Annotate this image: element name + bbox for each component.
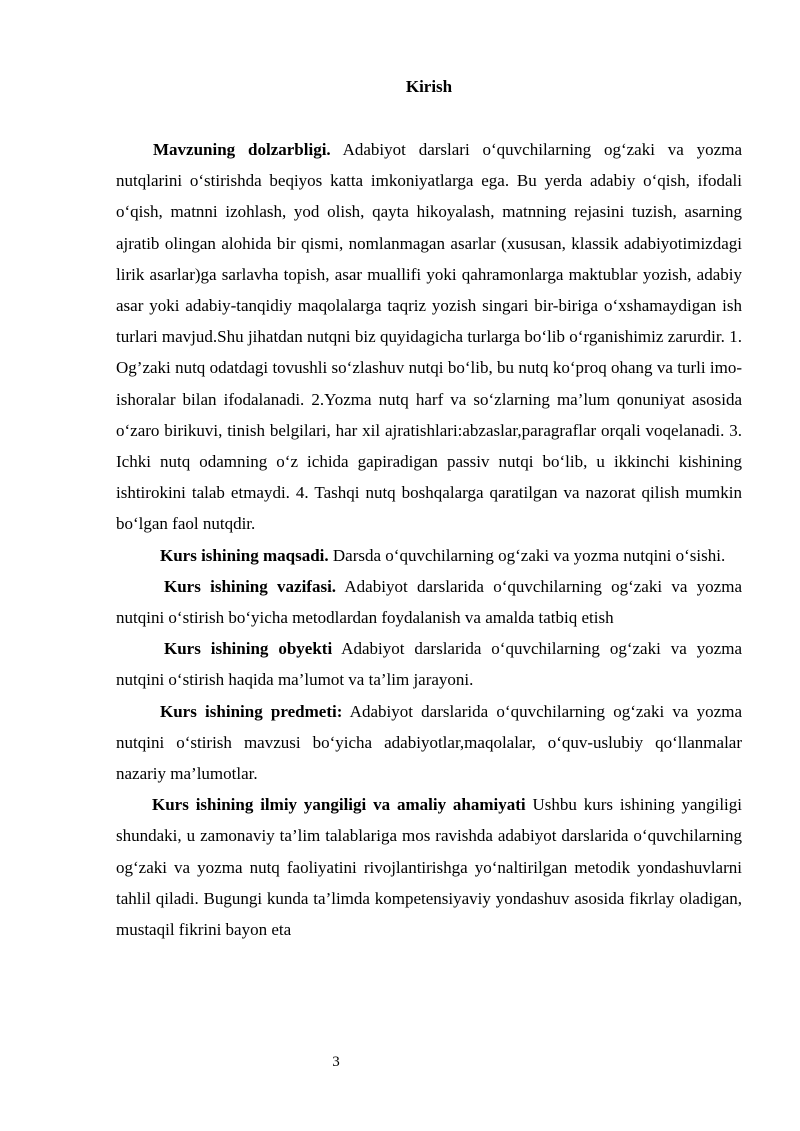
paragraph-heading: Kurs ishining vazifasi.	[164, 576, 337, 596]
paragraph-heading: Kurs ishining predmeti:	[160, 701, 343, 721]
paragraph-heading: Kurs ishining maqsadi.	[160, 545, 329, 565]
page-title: Kirish	[405, 77, 453, 96]
page-number: 3	[332, 1054, 340, 1070]
paragraph-novelty	[116, 789, 742, 945]
paragraph-heading: Kurs ishining obyekti	[164, 639, 333, 659]
paragraph-text: Darsda o‘quvchilarning og‘zaki va yozma nutqini o‘sishi.	[328, 545, 726, 565]
paragraph-text: Adabiyot darslarida o‘quvchilarning og‘zaki va yozma nutqini o‘stirish bo‘yicha metodlardan foydalanish va amalda tatbiq etish	[116, 576, 742, 628]
paragraph-relevance	[116, 134, 742, 540]
paragraph-heading: Kurs ishining ilmiy yangiligi va amaliy ahamiyati	[152, 795, 526, 815]
paragraph-goal	[116, 540, 742, 571]
paragraph-object	[116, 633, 742, 695]
document-page	[116, 72, 742, 945]
paragraph-text: Adabiyot darslarida o‘quvchilarning og‘zaki va yozma nutqini o‘stirish mavzusi bo‘yicha adabiyotlar,maqolalar, o‘quv-uslubiy qo‘llanmalar nazariy ma’lumotlar.	[116, 701, 742, 784]
paragraph-text: Ushbu kurs ishining yangiligi shundaki, u zamonaviy ta’lim talablariga mos ravishda adabiyot darslarida o‘quvchilarning og‘zaki va yozma nutq faoliyatini rivojlantirishga yo‘naltirilgan metodik yondashuvlarni tahlil qiladi. Bugungi kunda ta’limda kompetensiyaviy yondashuv asosida fikrlay oladigan, mustaqil fikrini bayon eta	[116, 795, 742, 940]
paragraph-text: Adabiyot darslarida o‘quvchilarning og‘zaki va yozma nutqini o‘stirish haqida ma’lumot va ta’lim jarayoni.	[116, 639, 742, 690]
paragraph-heading: Mavzuning dolzarbligi.	[153, 140, 331, 159]
paragraph-tasks	[116, 571, 742, 633]
paragraph-text: Adabiyot darslari o‘quvchilarning og‘zaki va yozma nutqlarini o‘stirishda beqiyos katta imkoniyatlarga ega. Bu yerda adabiy o‘qish, ifodali o‘qish, matnni izohlash, yod olish, qayta hikoyalash, matnning rejasini tuzish, asarning ajratib olingan alohida bir qismi, nomlanmagan asarlar (xususan, klassik adabiyotimizdagi lirik asarlar)ga sarlavha topish, asar muallifi yoki qahramonlarga maktublar yozish, adabiy asar yoki adabiy-tanqidiy maqolalarga taqriz yozish singari bir-biriga o‘xshamaydigan ish turlari mavjud.Shu jihatdan nutqni biz quyidagicha turlarga bo‘lib o‘rganishimiz zarurdir. 1. Og’zaki nutq odatdagi tovushli so‘zlashuv nutqi bo‘lib, bu nutq ko‘proq ohang va turli imo-ishoralar bilan ifodalanadi. 2.Yozma nutq harf va so‘zlarning ma’lum qonuniyat asosida o‘zaro birikuvi, tinish belgilari, har xil ajratishlari:abzaslar,paragraflar orqali voqelanadi. 3. Ichki nutq odamning o‘z ichida gapiradigan passiv nutqi bo‘lib, u ikkinchi kishining ishtirokini talab etmaydi. 4. Tashqi nutq boshqalarga qaratilgan va nazorat qilish mumkin bo‘lgan faol nutqdir.	[116, 140, 742, 534]
paragraph-subject	[116, 696, 742, 790]
